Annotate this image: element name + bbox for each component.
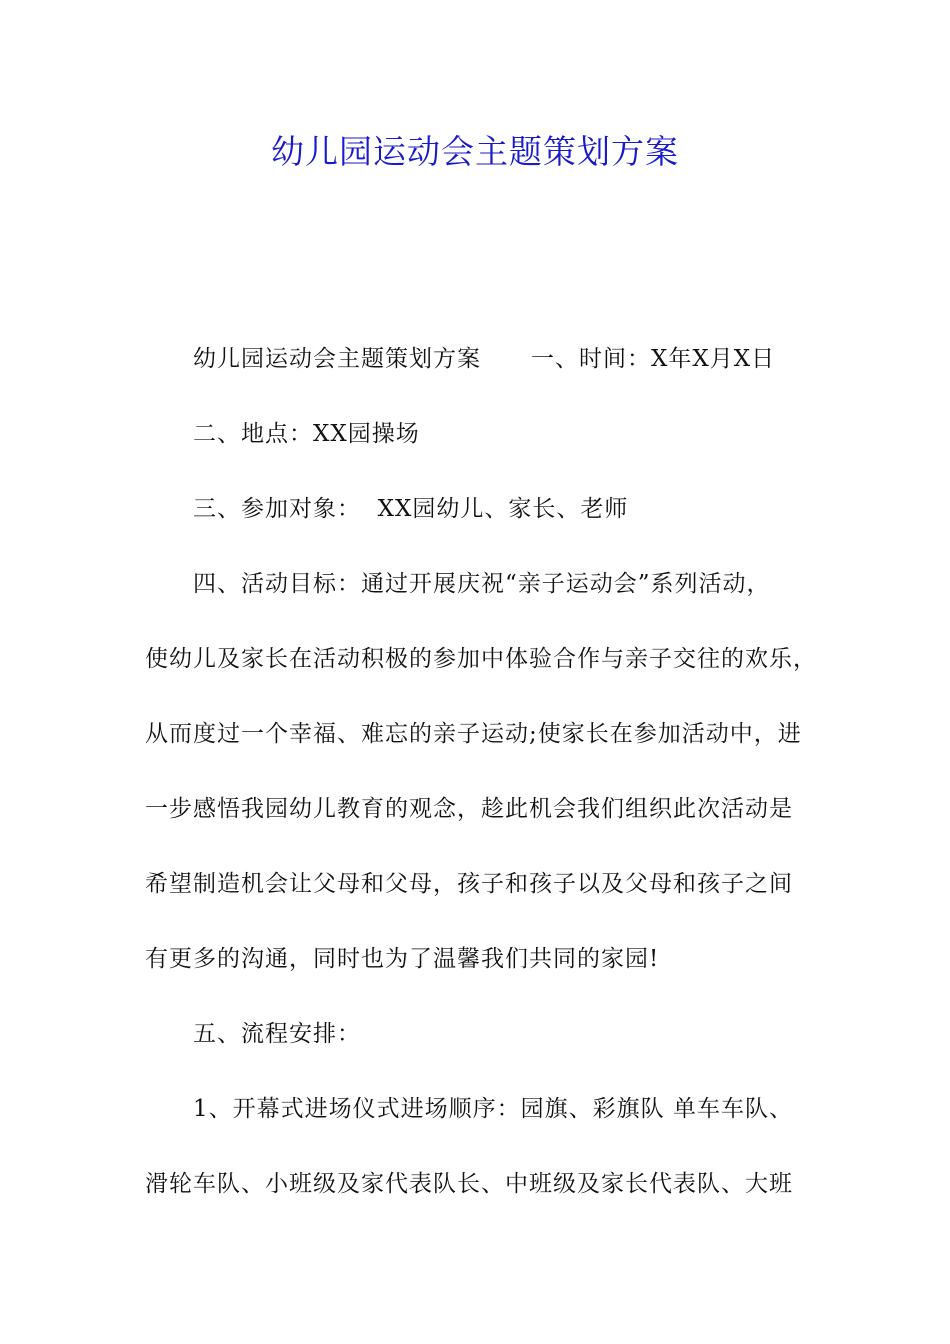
paragraph-line-1	[193, 341, 873, 377]
schedule-heading: 五、流程安排：	[193, 1021, 361, 1047]
goal-line-4: 一步感悟我园幼儿教育的观念，趁此机会我们组织此次活动是	[145, 796, 793, 822]
opening-line-1: 1、开幕式进场仪式进场顺序：园旗、彩旗队 单车车队、	[193, 1096, 793, 1122]
participants-line: 三、参加对象： XX园幼儿、家长、老师	[193, 496, 629, 522]
document-title: 幼儿园运动会主题策划方案	[271, 132, 679, 171]
goal-line-2: 使幼儿及家长在活动积极的参加中体验合作与亲子交往的欢乐，	[145, 646, 817, 672]
goal-line-3: 从而度过一个幸福、难忘的亲子运动;使家长在参加活动中，进	[145, 721, 802, 747]
goal-line-1: 四、活动目标：通过开展庆祝“亲子运动会”系列活动，	[193, 571, 771, 597]
heading-repeat: 幼儿园运动会主题策划方案	[193, 346, 481, 372]
opening-line-2: 滑轮车队、小班级及家代表队长、中班级及家长代表队、大班	[145, 1171, 793, 1197]
location-line: 二、地点：XX园操场	[193, 421, 420, 447]
goal-line-6: 有更多的沟通，同时也为了温馨我们共同的家园!	[145, 946, 660, 972]
time-line: 一、时间：X年X月X日	[531, 346, 776, 372]
goal-line-5: 希望制造机会让父母和父母，孩子和孩子以及父母和孩子之间	[145, 871, 793, 897]
